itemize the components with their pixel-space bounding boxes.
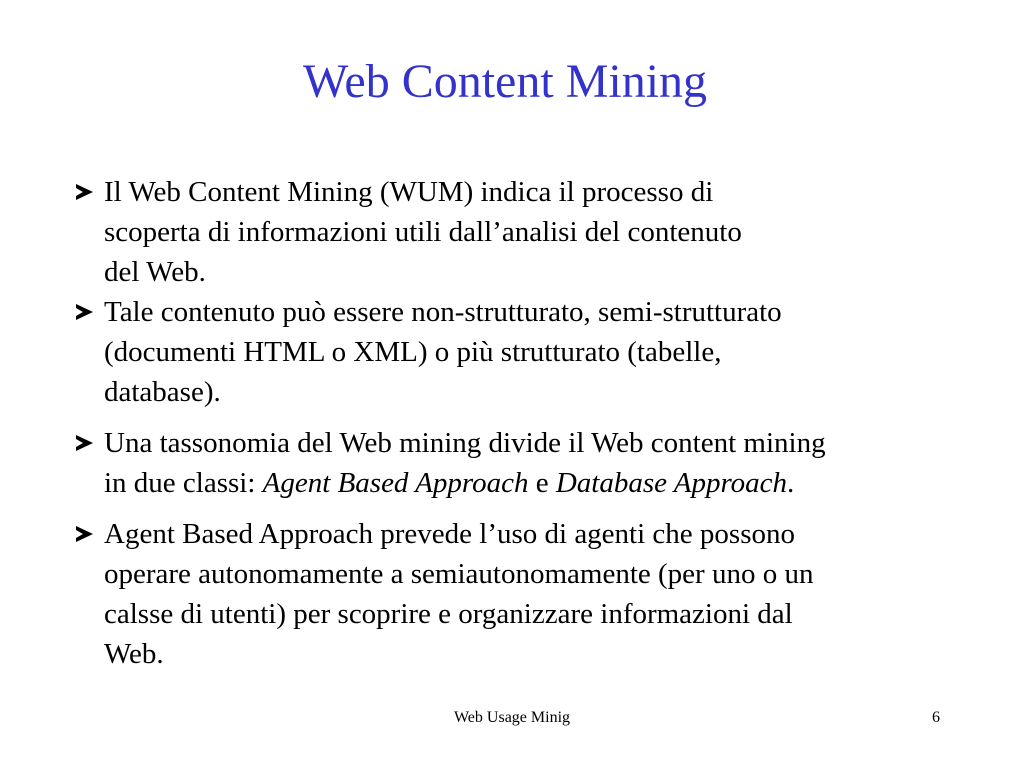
bullet-line: (documenti HTML o XML) o più strutturato (tabelle, xyxy=(104,336,722,368)
bullet-text: . xyxy=(787,467,795,499)
bullet-line: calsse di utenti) per scoprire e organizzare informazioni dal xyxy=(104,598,793,630)
page-number: 6 xyxy=(932,709,940,726)
bullet-text: e xyxy=(528,467,556,499)
bullet-line: Web. xyxy=(104,638,164,670)
bullet-line: Il Web Content Mining (WUM) indica il processo di xyxy=(104,176,714,208)
arrow-bullet-icon xyxy=(76,526,93,542)
bullet-line: Agent Based Approach prevede l’uso di agenti che possono xyxy=(104,518,795,550)
bullet-emphasis: Agent Based Approach xyxy=(262,467,529,499)
arrow-bullet-icon xyxy=(76,304,93,320)
bullet-line: database). xyxy=(104,376,221,408)
bullet-line-mixed xyxy=(104,463,976,503)
bullet-line: del Web. xyxy=(104,256,206,288)
bullet-list xyxy=(76,172,976,674)
bullet-line: scoperta di informazioni utili dall’analisi del contenuto xyxy=(104,216,742,248)
bullet-line: Tale contenuto può essere non-strutturato, semi-strutturato xyxy=(104,296,782,328)
arrow-bullet-icon xyxy=(76,435,93,451)
bullet-item xyxy=(76,423,976,503)
arrow-bullet-icon xyxy=(76,184,93,200)
bullet-item xyxy=(76,172,976,292)
bullet-item xyxy=(76,514,976,674)
bullet-emphasis: Database Approach xyxy=(555,467,788,499)
slide-title: Web Content Mining xyxy=(302,55,708,108)
bullet-text: in due classi: xyxy=(104,467,263,499)
bullet-item xyxy=(76,292,976,412)
footer-title: Web Usage Minig xyxy=(453,709,571,726)
bullet-line: operare autonomamente a semiautonomamente (per uno o un xyxy=(104,558,814,590)
bullet-line: Una tassonomia del Web mining divide il Web content mining xyxy=(104,427,826,459)
